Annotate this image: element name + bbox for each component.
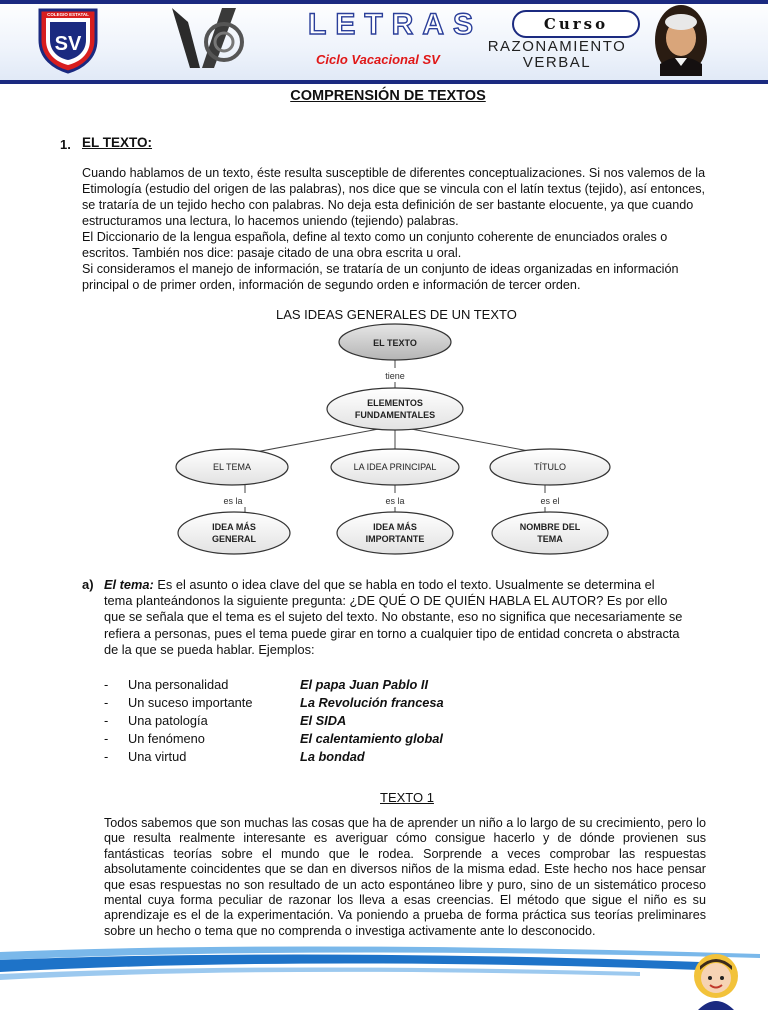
leaf-idea-importante [337,512,453,554]
example-label: Un fenómeno [128,731,205,746]
paragraph-dictionary: El Diccionario de la lengua española, define al texto como un conjunto coherente de enunciados orales o escritos. También nos dice: pasaje citado de una obra escrita u oral. [82,230,668,260]
example-row [104,694,624,712]
example-label: Un suceso importante [128,695,253,710]
portrait-image [654,4,708,76]
course-name-line1: RAZONAMIENTO [487,38,627,55]
example-value: La bondad [300,749,365,764]
example-dash: - [104,713,109,728]
paragraph-information: Si consideramos el manejo de información, se trataría de un conjunto de ideas organizadas en información principal o de primer orden, información de segundo orden e información de tercer orden. [82,262,679,292]
example-dash: - [104,749,109,764]
header-top-stripe [0,0,768,4]
example-row [104,730,624,748]
node-middle-line1: ELEMENTOS [367,398,423,408]
school-shield-logo [36,4,100,74]
item-marker-a: a) [82,577,94,592]
brand-subtitle: Ciclo Vacacional SV [316,52,440,67]
example-row [104,676,624,694]
leaf-idea-general-line1: IDEA MÁS [212,522,256,532]
tema-definition [104,577,684,658]
node-tema-label: EL TEMA [212,462,252,472]
link-es-la-1: es la [223,496,243,506]
curso-badge: Curso [512,10,640,38]
node-titulo-label: TÍTULO [533,462,567,472]
leaf-nombre-tema-line1: NOMBRE DEL [519,522,581,532]
leaf-idea-importante-line2: IMPORTANTE [365,534,425,544]
link-tiene: tiene [385,371,405,381]
logo-caption: COLEGIO ESTATAL [47,12,89,17]
page-title: COMPRENSIÓN DE TEXTOS [290,88,486,104]
example-row [104,712,624,730]
section-number: 1. [60,137,71,152]
section-title: EL TEXTO: [82,135,153,150]
example-row [104,748,624,766]
example-value: El SIDA [300,713,347,728]
va-logo-icon [166,2,246,74]
leaf-nombre-tema-line2: TEMA [537,534,563,544]
concept-map [150,320,640,570]
node-root-label: EL TEXTO [373,338,417,348]
link-es-el: es el [540,496,560,506]
diagram-title: LAS IDEAS GENERALES DE UN TEXTO [276,307,517,322]
header-bottom-stripe [0,80,768,84]
node-middle-line2: FUNDAMENTALES [354,410,436,420]
course-name-line2: VERBAL [522,54,592,71]
example-label: Una virtud [128,749,187,764]
logo-text: SV [54,33,82,55]
student-mascot-icon [688,950,744,1010]
leaf-idea-general [178,512,290,554]
example-value: El papa Juan Pablo II [300,677,429,692]
example-value: El calentamiento global [300,731,443,746]
example-dash: - [104,695,109,710]
leaf-idea-importante-line1: IDEA MÁS [373,522,417,532]
leaf-nombre-tema [492,512,608,554]
node-middle [327,388,463,430]
paragraph-etymology: Cuando hablamos de un texto, éste resulta susceptible de diferentes conceptualizaciones. Si nos valemos de la Etimología (estudio del origen de las palabras), nos dice que se vincula con el latín textus (tejido), así entonces, se trataría de un tejido hecho con palabras. No deja esta definición de ser bastante elocuente, ya que cuando estructuramos una lectura, lo hacemos uniendo (tejiendo) palabras. [82,166,706,228]
example-dash: - [104,677,109,692]
node-idea-principal-label: LA IDEA PRINCIPAL [353,462,437,472]
example-value: La Revolución francesa [300,695,444,710]
brand-title: LETRAS [308,8,482,41]
example-label: Una patología [128,713,208,728]
link-es-la-2: es la [385,496,405,506]
texto1-body: Todos sabemos que son muchas las cosas que ha de aprender un niño a lo largo de su crecimiento, pero lo que resulta realmente interesante es averiguar cómo consigue hacerlo y de dónde provienen sus fantásticas teorías sobre el mundo que le rodea. Sorprende a veces comprobar las respuestas absolutamente coincidentes que se dan en diversos niños de la misma edad. Este hecho nos hace pensar que esas respuestas no son resultado de un acto espontáneo libre y puro, sino de un sistemático proceso mental cuya forma peculiar de razonar los lleva a esas creencias. El método que sigue el niño es su aprendizaje es el de la experimentación. Va poniendo a prueba de forma práctica sus teorías preliminares sobre un hecho o tema que no comprenda o investiga activamente ante lo desconocido. [104,816,706,938]
tema-text: Es el asunto o idea clave del que se habla en todo el texto. Usualmente se determina el tema planteándonos la siguiente pregunta: ¿DE QUÉ O DE QUIÉN HABLA EL AUTOR? Es por ello que se señala que el tema es el sujeto del texto. No obstante, eso no significa que necesariamente se refiera a personas, pues el tema puede girar en torno a cualquier tipo de entidad concreta o abstracta de la que se pueda hablar. Ejemplos: [104,577,683,657]
example-label: Una personalidad [128,677,229,692]
example-dash: - [104,731,109,746]
texto1-title: TEXTO 1 [380,790,434,805]
footer-wave-decoration [0,938,768,998]
tema-label: El tema: [104,577,154,592]
leaf-idea-general-line2: GENERAL [211,534,257,544]
page-header [0,0,768,84]
